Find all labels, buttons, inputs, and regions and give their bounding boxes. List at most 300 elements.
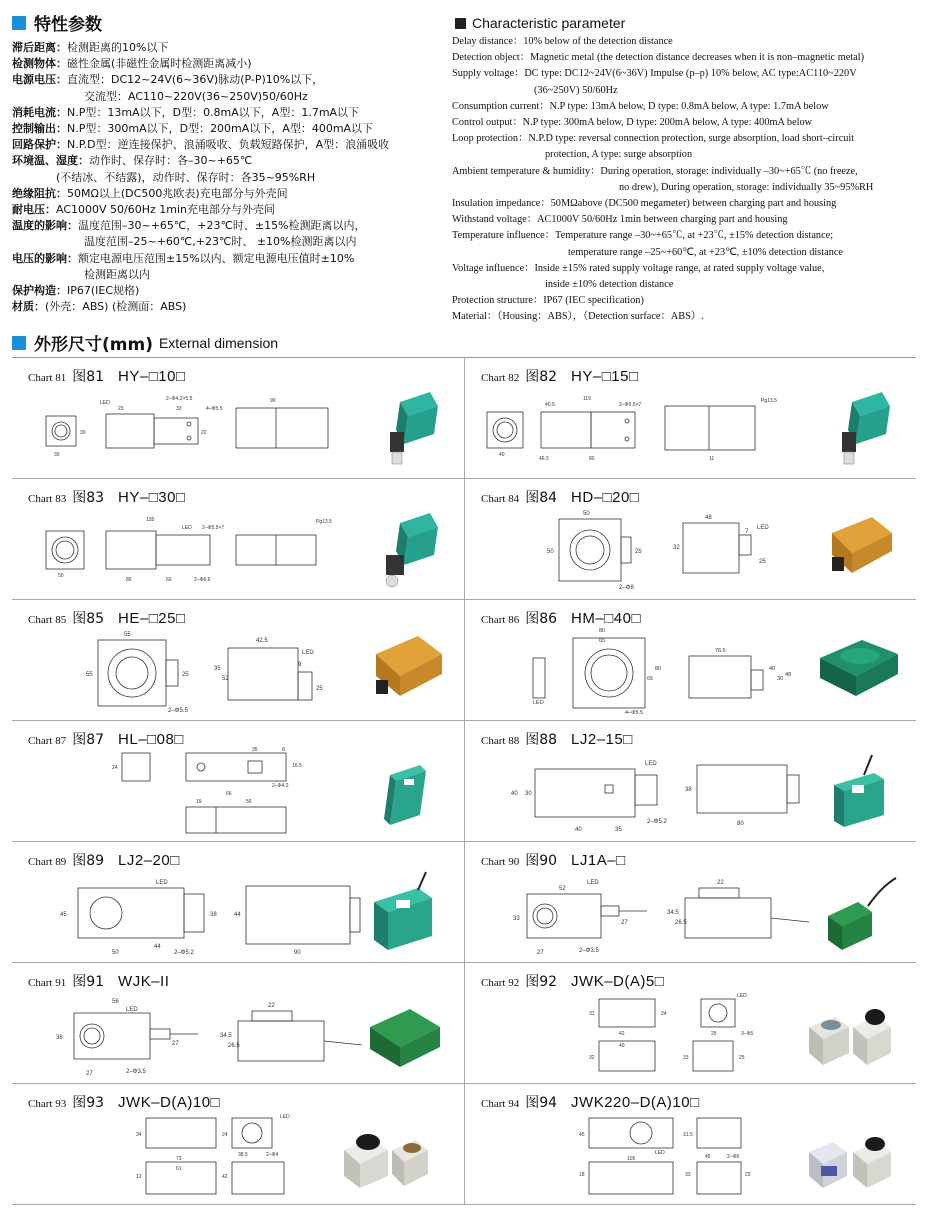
dim-label: 22 (201, 430, 207, 436)
dim-label: LED (757, 525, 769, 531)
cn-param-row (12, 56, 442, 72)
dim-label: 19 (196, 799, 202, 805)
dim-label: 52 (559, 886, 566, 892)
dim-label: 2–Φ4 (266, 1152, 279, 1158)
dim-label: 36 (56, 1035, 63, 1041)
dim-label: 35 (214, 666, 221, 672)
dim-label: LED (126, 1007, 138, 1013)
en-param-row: Consumption current：N.P type: 13mA below, D type: 0.8mA below, A type: 1.7mA below (452, 100, 829, 112)
chart-model: HD–□20□ (571, 489, 640, 506)
dim-label: LED (533, 700, 544, 706)
cn-param-row (12, 40, 442, 56)
chart-cell-86 (464, 600, 916, 721)
chart-head (28, 1092, 220, 1112)
cn-params-list (12, 40, 442, 315)
dim-label: 33 (683, 1055, 689, 1061)
orange-square-sensor-icon (812, 503, 902, 595)
en-param-row: inside ±10% detection distance (545, 279, 674, 291)
chart-head (481, 971, 664, 991)
chart-cn-label: 图85 (72, 611, 105, 627)
dim-label: 52 (222, 676, 229, 682)
chart-en-label: Chart 88 (481, 735, 520, 747)
dim-label: 90 (270, 398, 276, 404)
dim-label: 42.5 (256, 638, 268, 644)
chart-cn-label: 图84 (525, 490, 558, 506)
chart-cn-label: 图81 (72, 369, 105, 385)
chart-en-label: Chart 85 (28, 614, 67, 626)
dim-label: 32 (589, 1055, 595, 1061)
cn-param-text: 检测距离的10%以下 (67, 41, 169, 54)
green-block-sensor-icon (812, 382, 902, 474)
chart-head (481, 850, 626, 870)
en-param-row: Protection structure：IP67 (IEC specification) (452, 295, 644, 307)
cn-param-row (12, 186, 442, 202)
cn-param-label: 检测物体： (12, 57, 67, 71)
dim-label: 40 (511, 791, 518, 797)
en-param-row: temperature range –25~+60℃, at +23℃, ±10% detection distance (568, 246, 843, 258)
chart-model: LJ2–20□ (118, 852, 180, 869)
chart-cell-92 (464, 963, 916, 1084)
dim-label: 31 (589, 1011, 595, 1017)
cn-section-title: 特性参数 (34, 15, 102, 35)
dim-label: LED (182, 525, 192, 531)
dim-label: 56 (246, 799, 252, 805)
chart-model: WJK–II (118, 973, 170, 990)
dim-label: 16.5 (292, 763, 302, 769)
dimension-drawing-89 (26, 872, 366, 958)
dim-label: Pg13.5 (316, 519, 332, 525)
dim-label: 32 (673, 545, 680, 551)
orange-square-sensor-icon (360, 624, 450, 716)
dim-label: 44 (154, 944, 161, 950)
chart-cell-91 (12, 963, 464, 1084)
dim-label: 2–Φ5.5×7 (202, 525, 225, 531)
dim-label: 40.5 (545, 402, 555, 408)
dim-label: 25 (739, 1055, 745, 1061)
dim-label: 76.5 (715, 648, 726, 654)
dim-label: 45 (579, 1132, 585, 1138)
chart-head (481, 487, 639, 507)
chart-cn-label: 图90 (525, 853, 558, 869)
chart-model: HY–□30□ (118, 489, 186, 506)
chart-model: HM–□40□ (571, 610, 642, 627)
white-round-sensor-icon (790, 987, 910, 1079)
dim-label: 2–Φ8 (619, 585, 634, 591)
en-param-row: Supply voltage：DC type: DC12~24V(6~36V) Impulse (p–p) 10% below, AC type:AC110~220V (452, 68, 857, 80)
chart-model: HY–□10□ (118, 368, 186, 385)
dimension-drawing-91 (26, 993, 366, 1079)
en-param-row: Detection object：Magnetic metal (the detection distance decreases when it is non–magnetic metal) (452, 52, 865, 64)
dim-label: 24 (661, 1011, 667, 1017)
dim-label: 90 (294, 950, 301, 956)
dim-label: 65 (647, 676, 654, 682)
chart-cell-84 (464, 479, 916, 600)
dim-label: 105 (627, 1156, 636, 1162)
dim-label: 4–Φ5.5 (206, 406, 223, 412)
dim-label: 40 (575, 827, 582, 833)
cn-param-row (12, 299, 442, 315)
chart-cell-93 (12, 1084, 464, 1205)
chart-cell-89 (12, 842, 464, 963)
dim-label: 3–Φ5 (741, 1031, 754, 1037)
chart-en-label: Chart 91 (28, 977, 67, 989)
dim-label: 2–Φ5.5 (168, 708, 188, 714)
cn-param-text: 温度范围–30~+65℃，+23℃时、±15%检测距离以内， (78, 219, 366, 233)
dim-label: 2–Φ6 (727, 1154, 740, 1160)
cn-param-label: 绝缘阻抗： (12, 186, 67, 200)
dim-label: 34 (136, 1132, 142, 1138)
chart-cn-label: 图88 (525, 732, 558, 748)
cn-param-text: N.P型：13mA以下，D型：0.8mA以下，A型：1.7mA以下 (67, 105, 360, 119)
dim-label: 86 (126, 577, 132, 583)
dim-label: 25 (635, 549, 642, 555)
dim-label: 23 (118, 406, 124, 412)
chart-cell-85 (12, 600, 464, 721)
chart-en-label: Chart 93 (28, 1098, 67, 1110)
dim-label: 50 (583, 511, 590, 517)
dim-label: 12 (136, 1174, 142, 1180)
blue-square-icon (12, 16, 26, 30)
en-params-list (452, 34, 922, 326)
cn-param-label: 电压的影响： (12, 251, 78, 265)
cn-param-text: 温度范围–25~+60℃,+23℃时、 ±10%检测距离以内 (84, 235, 357, 249)
white-round-sensor-icon (320, 1108, 450, 1200)
dim-label: 7 (745, 529, 749, 535)
dimension-drawing-82 (479, 388, 819, 474)
dim-label: 8 (282, 747, 285, 753)
cn-param-text: 动作时、保存时：各–30~+65℃ (89, 154, 253, 168)
dimension-drawing-86 (479, 630, 819, 716)
cn-param-row (12, 105, 442, 121)
cn-param-row (12, 89, 442, 105)
chart-cn-label: 图92 (525, 974, 558, 990)
chart-head (28, 487, 186, 507)
cn-param-text: 交流型：AC110~220V(36~250V)50/60Hz (84, 89, 308, 103)
cn-param-row (12, 283, 442, 299)
cn-param-row (12, 234, 442, 250)
dim-label: 80 (599, 628, 606, 634)
dim-label: 35 (615, 827, 622, 833)
cn-param-label: 温度的影响： (12, 219, 78, 233)
dim-label: 2–Φ5.2 (174, 950, 194, 956)
chart-model: LJ2–15□ (571, 731, 633, 748)
dim-label: 27 (172, 1041, 179, 1047)
dim-label: 115 (583, 396, 591, 402)
dim-label: 50 (547, 549, 554, 555)
en-param-row: (36~250V) 50/60Hz (534, 84, 618, 96)
dim-label: 55 (124, 632, 131, 638)
dimension-drawing-94 (479, 1114, 819, 1200)
dim-label: 25 (711, 1031, 717, 1037)
green-slim-sensor-icon (812, 866, 902, 958)
dim-label: 55 (86, 672, 93, 678)
dim-label: 22 (268, 1003, 275, 1009)
chart-model: HY–□15□ (571, 368, 639, 385)
green-block-sensor-icon (360, 382, 450, 474)
cn-param-row (12, 72, 442, 88)
dim-label: LED (737, 993, 747, 999)
dim-label: 30 (525, 791, 532, 797)
chart-en-label: Chart 83 (28, 493, 67, 505)
dimension-drawing-93 (26, 1114, 366, 1200)
dim-label: 38 (210, 912, 217, 918)
dim-label: 45 (705, 1154, 711, 1160)
dim-label: 40 (769, 666, 776, 672)
dim-label: 30 (777, 676, 784, 682)
dim-label: 25 (759, 559, 766, 565)
cn-param-row (12, 170, 442, 186)
cn-param-row (12, 218, 442, 234)
dimension-drawing-85 (26, 630, 366, 716)
chart-head (28, 729, 184, 749)
green-block-sensor-icon (360, 503, 450, 595)
dim-label: 2–Φ5.5×7 (619, 402, 642, 408)
chart-head (28, 366, 186, 386)
dim-label: 34.5 (667, 910, 679, 916)
chart-cell-81 (12, 358, 464, 479)
chart-en-label: Chart 84 (481, 493, 520, 505)
chart-en-label: Chart 94 (481, 1098, 520, 1110)
dim-label: 30 (54, 452, 60, 458)
cn-param-row (12, 137, 442, 153)
chart-head (481, 1092, 700, 1112)
green-slim-sensor-icon (360, 745, 450, 837)
chart-cell-83 (12, 479, 464, 600)
cn-param-text: (外壳：ABS) (检测面：ABS) (45, 300, 187, 314)
chart-en-label: Chart 89 (28, 856, 67, 868)
en-param-row: Withstand voltage：AC1000V 50/60Hz 1min between charging part and housing (452, 214, 788, 226)
dim-label: 50 (58, 573, 64, 579)
green-square-sensor-icon (360, 987, 450, 1079)
chart-head (481, 366, 639, 386)
en-section-header (455, 15, 625, 31)
dim-label: 23 (745, 1172, 751, 1178)
cn-param-text: 额定电源电压范围±15%以内、额定电源电压值时±10% (78, 251, 355, 265)
chart-cn-label: 图93 (72, 1095, 105, 1111)
cn-param-text: 检测距离以内 (84, 267, 150, 281)
chart-cell-88 (464, 721, 916, 842)
chart-model: LJ1A–□ (571, 852, 626, 869)
green-slim-sensor-icon (812, 745, 902, 837)
dim-label: 26.5 (228, 1043, 240, 1049)
dim-label: 2–Φ5.2 (647, 819, 667, 825)
dim-label: 38.5 (238, 1152, 248, 1158)
chart-en-label: Chart 90 (481, 856, 520, 868)
cn-param-label: 回路保护： (12, 138, 67, 152)
dim-label: 56 (112, 999, 119, 1005)
chart-en-label: Chart 92 (481, 977, 520, 989)
dim-label: 22 (717, 880, 724, 886)
dim-section-header (12, 330, 278, 355)
dim-label: 18 (579, 1172, 585, 1178)
chart-en-label: Chart 81 (28, 372, 67, 384)
dimension-drawing-81 (26, 388, 366, 474)
dim-label: 34.5 (220, 1033, 232, 1039)
dim-label: 2–Φ4.2×5.5 (166, 396, 193, 402)
dim-label: LED (280, 1114, 290, 1120)
chart-cell-87 (12, 721, 464, 842)
green-large-sensor-icon (812, 624, 902, 716)
chart-head (481, 608, 641, 628)
cn-param-row (12, 267, 442, 283)
dimension-grid (12, 357, 916, 1205)
chart-model: JWK220–D(A)10□ (571, 1094, 700, 1111)
dim-label: 2–Φ3.5 (126, 1069, 146, 1075)
cn-param-row (12, 251, 442, 267)
dim-label: 73 (176, 1156, 182, 1162)
chart-cell-94 (464, 1084, 916, 1205)
cn-param-label: 保护构造： (12, 284, 67, 298)
dim-label: 45 (60, 912, 67, 918)
cn-param-row (12, 121, 442, 137)
cn-param-text: N.P.D型：逆连接保护、浪涌吸收、负载短路保护，A型：浪涌吸收 (67, 138, 390, 152)
chart-cn-label: 图87 (72, 732, 105, 748)
blue-square-icon (12, 336, 26, 350)
chart-cn-label: 图86 (525, 611, 558, 627)
dim-label: 80 (655, 666, 662, 672)
cn-param-text: N.P型：300mA以下，D型：200mA以下，A型：400mA以下 (67, 122, 374, 136)
chart-model: HL–□08□ (118, 731, 184, 748)
dim-section-title-en: External dimension (158, 334, 279, 351)
en-param-row: no drew), During operation, storage: individually 35~95%RH (619, 181, 874, 193)
chart-model: JWK–D(A)10□ (118, 1094, 221, 1111)
dim-section-title-cn: 外形尺寸(mm) (34, 335, 153, 355)
dim-label: 38 (685, 787, 692, 793)
en-param-row: Material：（Housing：ABS），（Detection surface：ABS）. (452, 311, 704, 323)
chart-model: HE–□25□ (118, 610, 186, 627)
chart-en-label: Chart 87 (28, 735, 67, 747)
chart-en-label: Chart 82 (481, 372, 520, 384)
chart-cn-label: 图83 (72, 490, 105, 506)
cn-param-text: 直流型：DC12~24V(6~36V)脉动(P-P)10%以下， (67, 73, 324, 87)
chart-head (28, 608, 186, 628)
en-param-row: Ambient temperature & humidity：During operation, storage: individually –30~+65℃ (no freeze, (452, 165, 858, 177)
dimension-drawing-84 (479, 509, 819, 595)
dim-label: Pg13.5 (761, 398, 777, 404)
dim-label: 4–Φ5.5 (625, 710, 644, 716)
dim-label: 33 (513, 916, 520, 922)
dim-label: 61 (176, 1166, 182, 1172)
black-square-icon (455, 18, 466, 29)
dim-label: 24 (112, 765, 118, 771)
cn-param-row (12, 202, 442, 218)
cn-param-label: 环境温、湿度： (12, 154, 89, 168)
dim-label: 35 (252, 747, 258, 753)
dim-label: 42 (222, 1174, 228, 1180)
dim-label: LED (100, 400, 110, 406)
en-param-row: Voltage influence：Inside ±15% rated supply voltage range, at rated supply voltage value, (452, 262, 825, 274)
chart-cn-label: 图82 (525, 369, 558, 385)
dim-label: 27 (537, 950, 544, 956)
chart-head (28, 971, 169, 991)
cn-param-row (12, 153, 442, 169)
cn-param-label: 电源电压： (12, 73, 67, 87)
dim-label: 9 (298, 662, 302, 668)
dim-label: 65 (599, 638, 606, 644)
dim-label: 31.5 (683, 1132, 693, 1138)
dim-label: 2–Φ4.2 (272, 783, 289, 789)
chart-head (28, 850, 180, 870)
dim-label: 80 (589, 456, 595, 462)
chart-model: JWK–D(A)5□ (571, 973, 665, 990)
cn-section-header (12, 10, 102, 35)
cn-param-label: 材质： (12, 300, 45, 314)
dim-label: 25 (316, 686, 323, 692)
dimension-drawing-92 (479, 993, 819, 1079)
green-slim-sensor-icon (360, 866, 450, 958)
dim-label: 33 (685, 1172, 691, 1178)
en-param-row: Delay distance：10% below of the detection distance (452, 36, 673, 47)
dim-label: 66 (226, 791, 232, 797)
dim-label: 2–Φ6.6 (194, 577, 211, 583)
dim-label: 2–Φ3.5 (579, 948, 599, 954)
dimension-drawing-83 (26, 509, 366, 595)
dim-label: 27 (86, 1071, 93, 1077)
cn-param-label: 消耗电流： (12, 105, 67, 119)
cn-param-text: 50MΩ以上(DC500兆欧表)充电部分与外壳间 (67, 186, 288, 200)
en-param-row: Temperature influence：Temperature range –30~+65℃, at +23℃, ±15% detection distance; (452, 230, 834, 242)
chart-cn-label: 图89 (72, 853, 105, 869)
dimension-drawing-87 (26, 747, 366, 837)
dim-label: 27 (621, 920, 628, 926)
dim-label: 50 (112, 950, 119, 956)
chart-cell-82 (464, 358, 916, 479)
chart-cn-label: 图94 (525, 1095, 558, 1111)
cn-param-text: (不结冰、不结露)，动作时、保存时：各35~95%RH (56, 170, 316, 184)
cn-param-text: 磁性金属(非磁性金属时检测距离减小) (67, 57, 252, 71)
dim-label: 48 (785, 672, 792, 678)
dim-label: 40 (499, 452, 505, 458)
dim-label: 30 (80, 430, 86, 436)
dimension-drawing-90 (479, 872, 819, 958)
chart-cn-label: 图91 (72, 974, 105, 990)
en-section-title: Characteristic parameter (472, 15, 626, 31)
dim-label: 42 (619, 1031, 625, 1037)
dim-label: LED (302, 650, 314, 656)
en-param-row: Control output：N.P type: 300mA below, D type: 200mA below, A type: 400mA below (452, 117, 813, 129)
dim-label: 40 (619, 1043, 625, 1049)
cn-param-text: AC1000V 50/60Hz 1min充电部分与外壳间 (56, 203, 276, 217)
dim-label: LED (645, 761, 657, 767)
cn-param-text: IP67(IEC规格) (67, 284, 140, 298)
chart-en-label: Chart 86 (481, 614, 520, 626)
dim-label: 135 (146, 517, 155, 523)
en-param-row: protection, A type: surge absorption (545, 149, 693, 161)
dim-label: 44 (234, 912, 241, 918)
dim-label: 60 (166, 577, 172, 583)
dim-label: 80 (737, 821, 744, 827)
dim-label: LED (156, 880, 168, 886)
dim-label: LED (655, 1150, 665, 1156)
cn-param-label: 滞后距离： (12, 41, 67, 54)
dimension-drawing-88 (479, 751, 819, 837)
dim-label: 46.5 (539, 456, 549, 462)
dim-label: LED (587, 880, 599, 886)
white-round-sensor-icon (790, 1108, 910, 1200)
en-param-row: Loop protection：N.P.D type: reversal connection protection, surge absorption, load short–circuit (452, 133, 855, 145)
chart-head (481, 729, 633, 749)
en-param-row: Insulation impedance：50MΩabove (DC500 megameter) between charging part and housing (452, 198, 837, 210)
dim-label: 25 (182, 672, 189, 678)
cn-param-label: 控制输出： (12, 122, 67, 136)
dim-label: 48 (705, 515, 712, 521)
cn-param-label: 耐电压： (12, 203, 56, 217)
chart-cell-90 (464, 842, 916, 963)
dim-label: 24 (222, 1132, 228, 1138)
dim-label: 26.5 (675, 920, 687, 926)
dim-label: 11 (709, 456, 715, 462)
dim-label: 33 (176, 406, 182, 412)
